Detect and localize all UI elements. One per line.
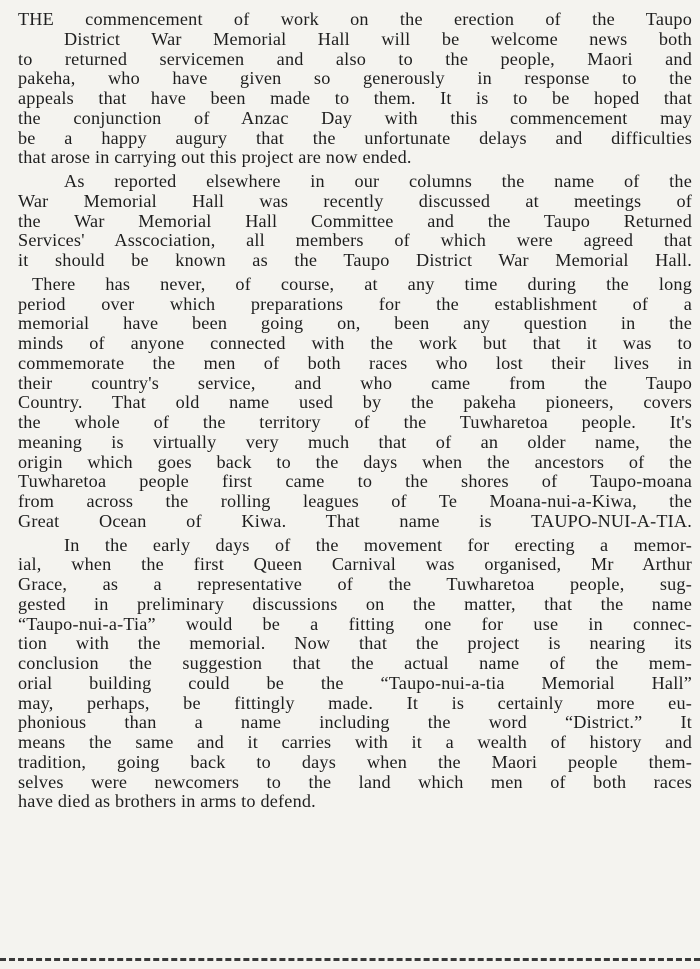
text-line: Tuwharetoa people first came to the shores of Taupo-moana	[18, 471, 692, 492]
paragraph-1	[18, 10, 692, 168]
text-line: tradition, going back to days when the Maori people them-	[18, 751, 692, 772]
text-line: selves were newcomers to the land which men of both races	[18, 771, 692, 792]
text-line: may, perhaps, be fittingly made. It is certainly more eu-	[18, 692, 692, 713]
text-line: In the early days of the movement for erecting a memor-	[64, 534, 692, 555]
text-line: There has never, of course, at any time during the long	[32, 273, 692, 294]
text-line: the War Memorial Hall Committee and the Taupo Returned	[18, 210, 692, 231]
text-line: orial building could be the “Taupo-nui-a-tia Memorial Hall”	[18, 672, 692, 693]
text-line: THE commencement of work on the erection of the Taupo	[18, 9, 692, 29]
text-line: “Taupo-nui-a-Tia” would be a fitting one for use in connec-	[18, 613, 692, 634]
text-line: the conjunction of Anzac Day with this commencement may	[18, 107, 692, 128]
text-line: from across the rolling leagues of Te Moana-nui-a-Kiwa, the	[18, 491, 692, 511]
text-line: minds of anyone connected with the work but that it was to	[18, 333, 692, 353]
text-line: ial, when the first Queen Carnival was organised, Mr Arthur	[18, 554, 692, 575]
text-line: have died as brothers in arms to defend.	[18, 791, 316, 812]
text-line: gested in preliminary discussions on the matter, that the name	[18, 593, 692, 614]
text-line: tion with the memorial. Now that the project is nearing its	[18, 633, 692, 654]
text-line: origin which goes back to the days when the ancestors of the	[18, 451, 692, 472]
text-line: pakeha, who have given so generously in response to the	[18, 68, 692, 89]
text-line: their country's service, and who came from the Taupo	[18, 372, 692, 393]
article-column	[18, 10, 692, 812]
text-line: Services' Asscociation, all members of which were agreed that	[18, 230, 692, 251]
text-line: to returned servicemen and also to the people, Maori and	[18, 48, 692, 69]
text-line: Grace, as a representative of the Tuwharetoa people, sug-	[18, 574, 692, 594]
text-line: the whole of the territory of the Tuwharetoa people. It's	[18, 412, 692, 432]
text-line: phonious than a name including the word “District.” It	[18, 712, 692, 733]
text-line: appeals that have been made to them. It is to be hoped that	[18, 88, 692, 108]
text-line: meaning is virtually very much that of an older name, the	[18, 431, 692, 452]
text-line: Country. That old name used by the pakeha pioneers, covers	[18, 392, 692, 413]
paragraph-4	[18, 536, 692, 813]
text-line: Great Ocean of Kiwa. That name is TAUPO-NUI-A-TIA.	[18, 510, 692, 531]
bottom-dashed-rule	[0, 958, 700, 961]
text-line: memorial have been going on, been any question in the	[18, 313, 692, 334]
text-line: that arose in carrying out this project are now ended.	[18, 147, 412, 168]
text-line: conclusion the suggestion that the actual name of the mem-	[18, 653, 692, 673]
paragraph-3	[18, 275, 692, 532]
text-line: As reported elsewhere in our columns the name of the	[64, 171, 692, 191]
text-line: period over which preparations for the establishment of a	[18, 293, 692, 314]
text-line: commemorate the men of both races who lost their lives in	[18, 352, 692, 373]
paragraph-2	[18, 172, 692, 271]
text-line: it should be known as the Taupo District War Memorial Hall.	[18, 250, 692, 270]
text-line: War Memorial Hall was recently discussed at meetings of	[18, 190, 692, 211]
text-line: means the same and it carries with it a wealth of history and	[18, 732, 692, 752]
text-line: District War Memorial Hall will be welcome news both	[64, 28, 692, 49]
text-line: be a happy augury that the unfortunate delays and difficulties	[18, 127, 692, 148]
